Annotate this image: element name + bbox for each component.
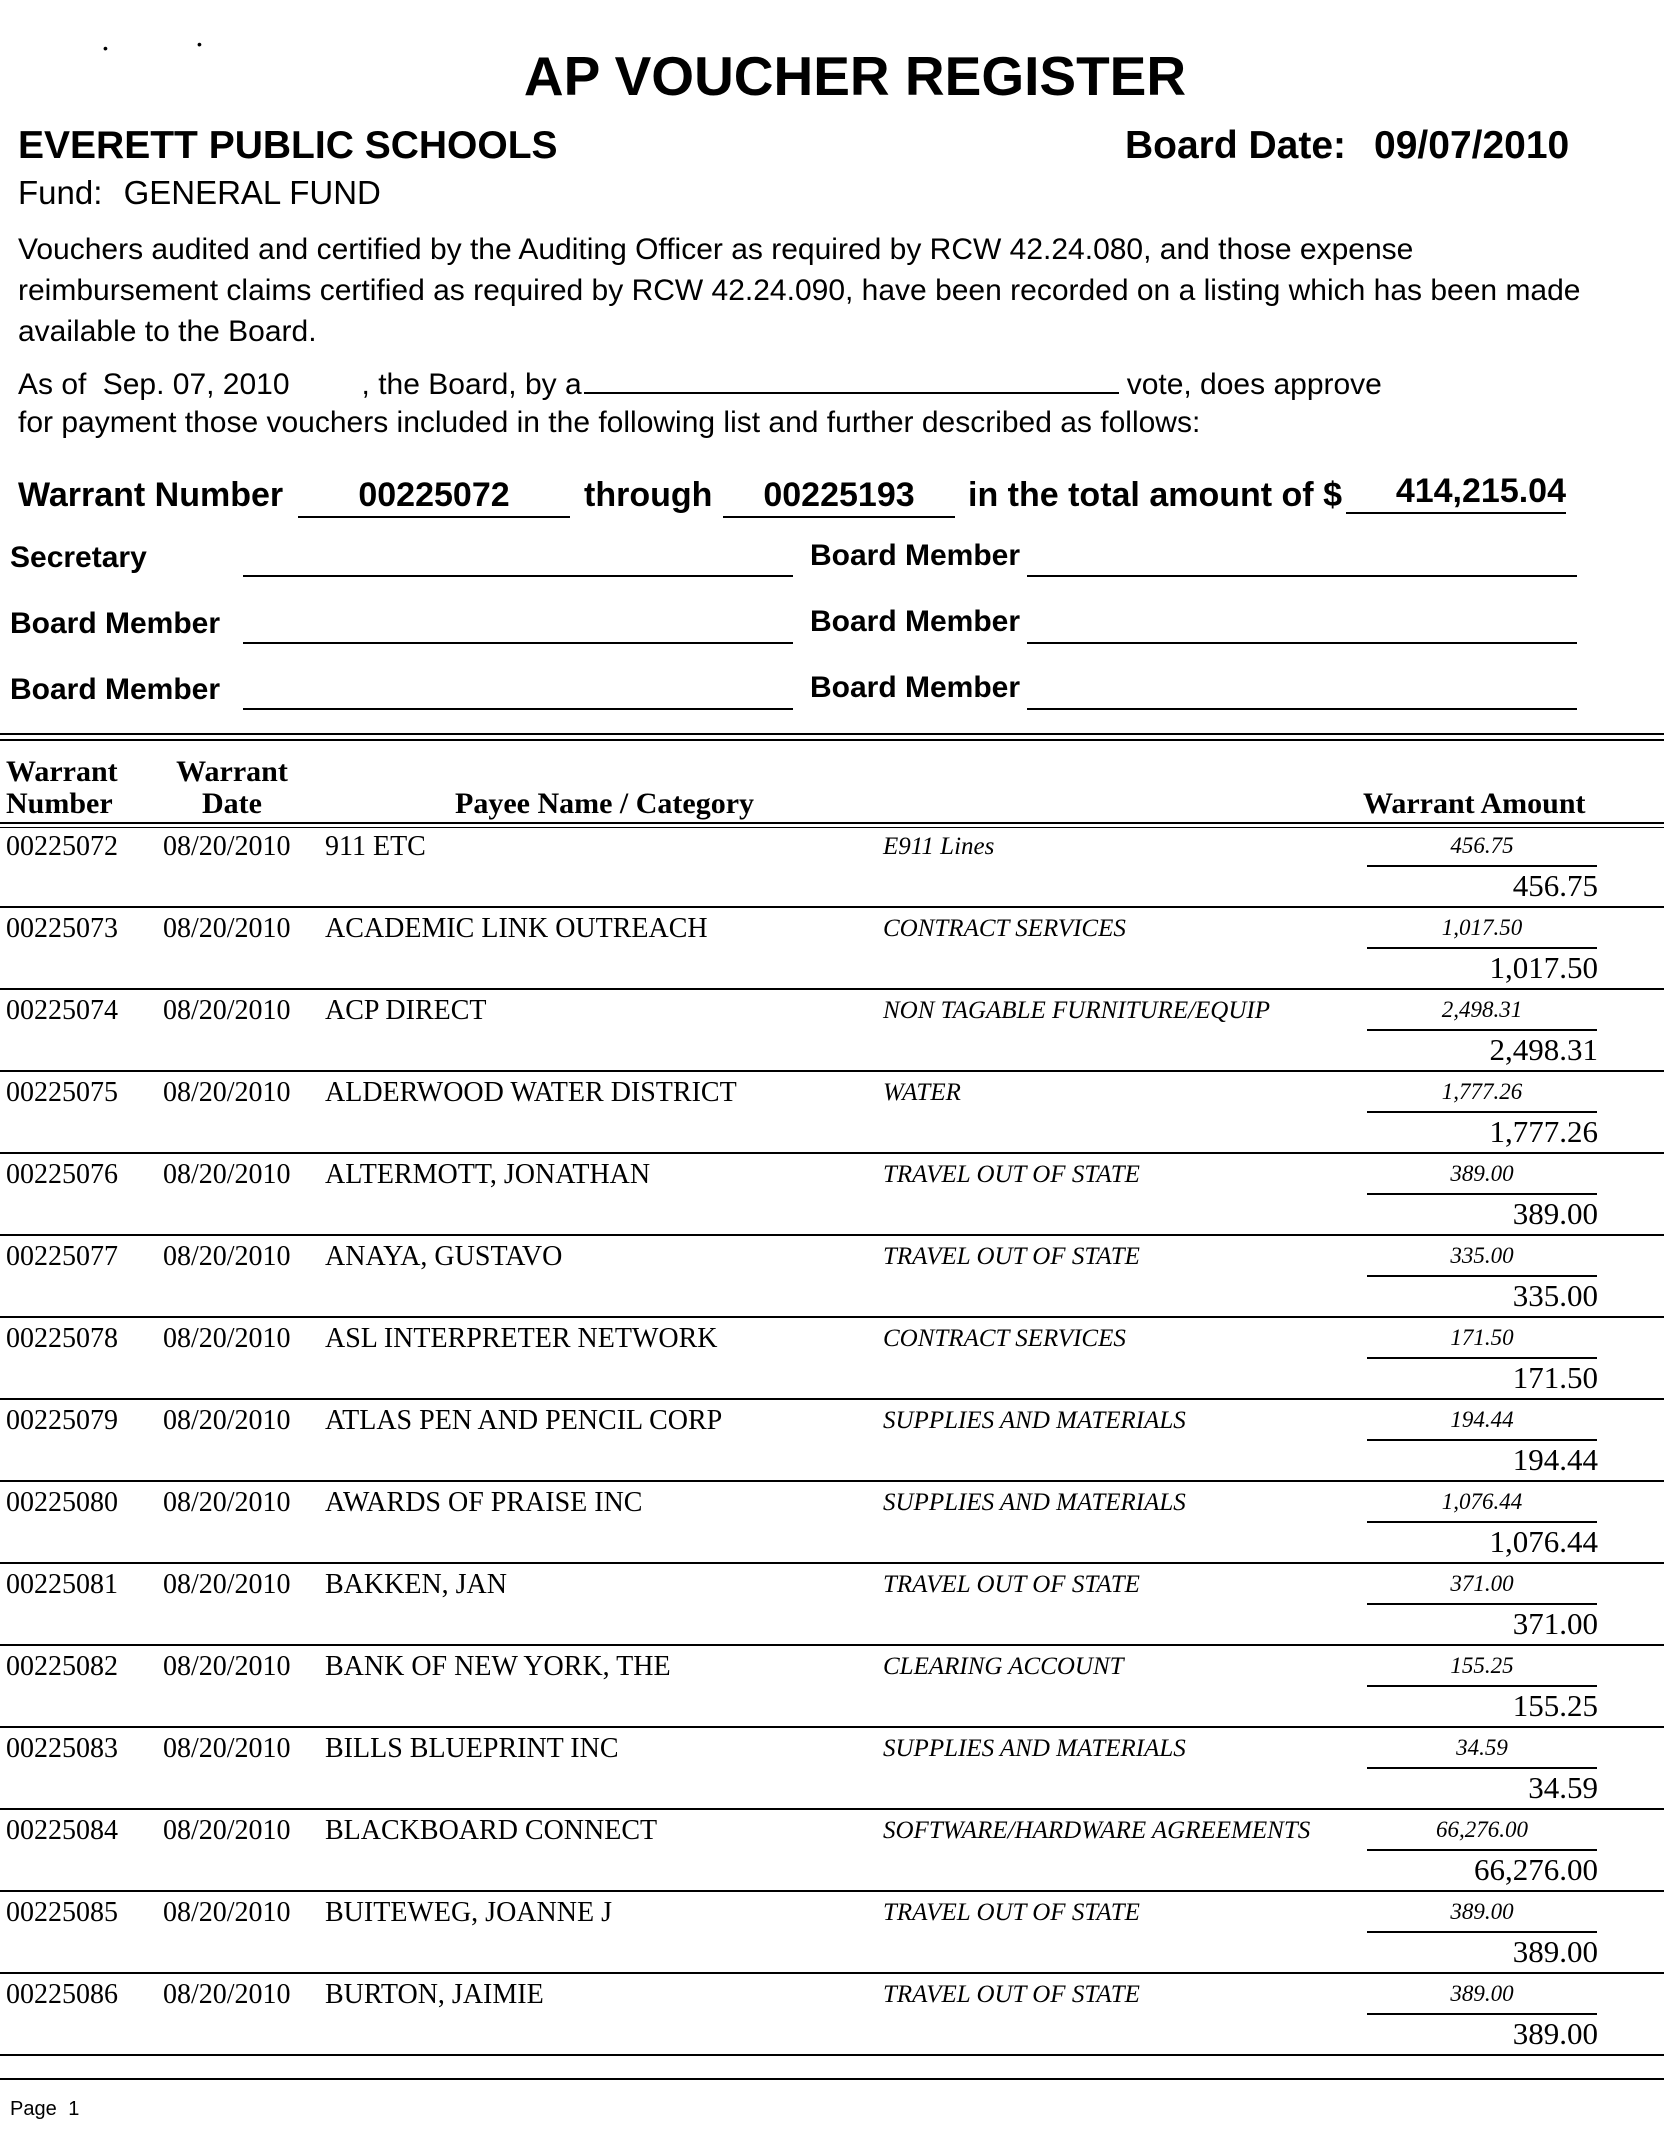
- payee-name-cell: 911 ETC: [325, 831, 426, 862]
- total-amount-label: in the total amount of $: [968, 476, 1342, 514]
- fund-line: [18, 174, 381, 212]
- board-member-signature-line[interactable]: [243, 640, 793, 644]
- table-row: [0, 1564, 1664, 1646]
- warrant-date-cell: 08/20/2010: [163, 831, 291, 862]
- payee-name-cell: ANAYA, GUSTAVO: [325, 1241, 563, 1272]
- warrant-amount-cell: 389.00: [1512, 1934, 1598, 1969]
- warrant-number-cell: 00225073: [6, 913, 118, 944]
- vote-text: vote, does approve: [1126, 368, 1382, 401]
- total-amount: 414,215.04: [1346, 472, 1566, 514]
- table-row: [0, 1318, 1664, 1400]
- warrant-date-cell: 08/20/2010: [163, 1323, 291, 1354]
- board-member-label: Board Member: [10, 673, 221, 706]
- category-cell: CLEARING ACCOUNT: [883, 1653, 1124, 1680]
- warrant-amount-cell: 1,777.26: [1489, 1114, 1598, 1149]
- warrant-amount-cell: 389.00: [1512, 1196, 1598, 1231]
- line-amount-cell: 155.25: [1367, 1653, 1597, 1687]
- fund-value: GENERAL FUND: [123, 174, 381, 211]
- board-member-label: Board Member: [810, 539, 1021, 572]
- table-row: [0, 1072, 1664, 1154]
- warrant-amount-cell: 2,498.31: [1489, 1032, 1598, 1067]
- category-cell: TRAVEL OUT OF STATE: [883, 1243, 1140, 1270]
- payee-name-cell: ACADEMIC LINK OUTREACH: [325, 913, 708, 944]
- fund-label: Fund:: [18, 174, 103, 211]
- warrant-number-cell: 00225076: [6, 1159, 118, 1190]
- secretary-label: Secretary: [10, 541, 147, 574]
- table-row: [0, 1974, 1664, 2056]
- col-header-payee: Payee Name / Category: [455, 787, 755, 820]
- payee-name-cell: BUITEWEG, JOANNE J: [325, 1897, 612, 1928]
- board-member-signature-line[interactable]: [1027, 706, 1577, 710]
- table-row: [0, 1482, 1664, 1564]
- warrant-number-cell: 00225082: [6, 1651, 118, 1682]
- category-cell: E911 Lines: [883, 833, 995, 860]
- line-amount-cell: 194.44: [1367, 1407, 1597, 1441]
- warrant-date-cell: 08/20/2010: [163, 1733, 291, 1764]
- warrant-number-cell: 00225081: [6, 1569, 118, 1600]
- payee-name-cell: BILLS BLUEPRINT INC: [325, 1733, 619, 1764]
- warrant-date-cell: 08/20/2010: [163, 1159, 291, 1190]
- category-cell: SOFTWARE/HARDWARE AGREEMENTS: [883, 1817, 1311, 1844]
- organization-name: EVERETT PUBLIC SCHOOLS: [18, 124, 558, 167]
- warrant-amount-cell: 66,276.00: [1474, 1852, 1598, 1887]
- table-row: [0, 1646, 1664, 1728]
- table-row: [0, 1154, 1664, 1236]
- line-amount-cell: 1,777.26: [1367, 1079, 1597, 1113]
- board-member-label: Board Member: [810, 671, 1021, 704]
- payee-name-cell: AWARDS OF PRAISE INC: [325, 1487, 643, 1518]
- warrant-date-cell: 08/20/2010: [163, 1569, 291, 1600]
- line-amount-cell: 335.00: [1367, 1243, 1597, 1277]
- payee-name-cell: ASL INTERPRETER NETWORK: [325, 1323, 718, 1354]
- approve-text: for payment those vouchers included in the following list and further described as follows:: [18, 406, 1201, 439]
- line-amount-cell: 171.50: [1367, 1325, 1597, 1359]
- through-label: through: [584, 476, 713, 514]
- warrant-date-cell: 08/20/2010: [163, 995, 291, 1026]
- page-number: Page 1: [10, 2098, 80, 2120]
- scan-speck: •: [197, 36, 202, 52]
- category-cell: NON TAGABLE FURNITURE/EQUIP: [883, 997, 1271, 1024]
- line-amount-cell: 1,076.44: [1367, 1489, 1597, 1523]
- board-member-signature-line[interactable]: [1027, 573, 1577, 577]
- category-cell: TRAVEL OUT OF STATE: [883, 1571, 1140, 1598]
- warrant-amount-cell: 371.00: [1512, 1606, 1598, 1641]
- board-member-signature-line[interactable]: [1027, 640, 1577, 644]
- line-amount-cell: 456.75: [1367, 833, 1597, 867]
- vote-type-blank[interactable]: [584, 366, 1119, 394]
- table-row: [0, 1892, 1664, 1974]
- col-header-amount: Warrant Amount: [1363, 787, 1586, 820]
- line-amount-cell: 371.00: [1367, 1571, 1597, 1605]
- warrant-number-cell: 00225078: [6, 1323, 118, 1354]
- warrant-number-cell: 00225075: [6, 1077, 118, 1108]
- table-row: [0, 826, 1664, 908]
- warrant-date-cell: 08/20/2010: [163, 1241, 291, 1272]
- warrant-amount-cell: 171.50: [1512, 1360, 1598, 1395]
- warrant-number-cell: 00225086: [6, 1979, 118, 2010]
- warrant-number-cell: 00225074: [6, 995, 118, 1026]
- board-by-a-text: , the Board, by a: [361, 368, 582, 401]
- warrant-number-cell: 00225077: [6, 1241, 118, 1272]
- category-cell: CONTRACT SERVICES: [883, 915, 1126, 942]
- table-row: [0, 1810, 1664, 1892]
- warrant-amount-cell: 335.00: [1512, 1278, 1598, 1313]
- as-of-label: As of: [18, 368, 87, 401]
- warrant-number-cell: 00225083: [6, 1733, 118, 1764]
- table-row: [0, 1236, 1664, 1318]
- board-member-signature-line[interactable]: [243, 706, 793, 710]
- category-cell: SUPPLIES AND MATERIALS: [883, 1489, 1186, 1516]
- col-header-warrant-number: Warrant Number: [6, 755, 118, 820]
- payee-name-cell: ACP DIRECT: [325, 995, 487, 1026]
- board-date-label: Board Date:: [1125, 124, 1347, 167]
- warrant-number-label: Warrant Number: [18, 476, 284, 514]
- warrant-to: 00225193: [723, 476, 955, 518]
- line-amount-cell: 66,276.00: [1367, 1817, 1597, 1851]
- table-end-rule: [0, 2078, 1664, 2080]
- warrant-date-cell: 08/20/2010: [163, 1979, 291, 2010]
- warrant-amount-cell: 194.44: [1512, 1442, 1598, 1477]
- as-of-line: [18, 366, 1382, 402]
- warrant-date-cell: 08/20/2010: [163, 1897, 291, 1928]
- warrant-amount-cell: 155.25: [1512, 1688, 1598, 1723]
- payee-name-cell: ALTERMOTT, JONATHAN: [325, 1159, 651, 1190]
- warrant-date-cell: 08/20/2010: [163, 1405, 291, 1436]
- table-row: [0, 990, 1664, 1072]
- line-amount-cell: 34.59: [1367, 1735, 1597, 1769]
- category-cell: WATER: [883, 1079, 961, 1106]
- warrant-amount-cell: 389.00: [1512, 2016, 1598, 2051]
- as-of-date: Sep. 07, 2010: [102, 368, 290, 401]
- warrant-from: 00225072: [298, 476, 570, 518]
- warrant-amount-cell: 34.59: [1528, 1770, 1598, 1805]
- payee-name-cell: BURTON, JAIMIE: [325, 1979, 544, 2010]
- line-amount-cell: 2,498.31: [1367, 997, 1597, 1031]
- line-amount-cell: 1,017.50: [1367, 915, 1597, 949]
- warrant-amount-cell: 1,076.44: [1489, 1524, 1598, 1559]
- warrant-date-cell: 08/20/2010: [163, 913, 291, 944]
- board-date: [1125, 124, 1569, 168]
- category-cell: TRAVEL OUT OF STATE: [883, 1981, 1140, 2008]
- payee-name-cell: ATLAS PEN AND PENCIL CORP: [325, 1405, 723, 1436]
- category-cell: SUPPLIES AND MATERIALS: [883, 1735, 1186, 1762]
- warrant-number-cell: 00225079: [6, 1405, 118, 1436]
- warrant-date-cell: 08/20/2010: [163, 1077, 291, 1108]
- category-cell: TRAVEL OUT OF STATE: [883, 1161, 1140, 1188]
- table-row: [0, 1400, 1664, 1482]
- warrant-amount-cell: 456.75: [1512, 868, 1598, 903]
- page-title: AP VOUCHER REGISTER: [523, 45, 1187, 107]
- line-amount-cell: 389.00: [1367, 1981, 1597, 2015]
- warrant-number-cell: 00225085: [6, 1897, 118, 1928]
- warrant-number-cell: 00225084: [6, 1815, 118, 1846]
- warrant-number-cell: 00225080: [6, 1487, 118, 1518]
- table-row: [0, 1728, 1664, 1810]
- payee-name-cell: ALDERWOOD WATER DISTRICT: [325, 1077, 737, 1108]
- board-date-value: 09/07/2010: [1374, 124, 1570, 167]
- col-header-warrant-date: Warrant Date: [176, 755, 288, 820]
- warrant-date-cell: 08/20/2010: [163, 1815, 291, 1846]
- payee-name-cell: BANK OF NEW YORK, THE: [325, 1651, 671, 1682]
- secretary-signature-line[interactable]: [243, 573, 793, 577]
- section-divider: [0, 733, 1664, 741]
- line-amount-cell: 389.00: [1367, 1899, 1597, 1933]
- category-cell: CONTRACT SERVICES: [883, 1325, 1126, 1352]
- category-cell: SUPPLIES AND MATERIALS: [883, 1407, 1186, 1434]
- board-member-label: Board Member: [810, 605, 1021, 638]
- warrant-number-cell: 00225072: [6, 831, 118, 862]
- warrant-amount-cell: 1,017.50: [1489, 950, 1598, 985]
- warrant-date-cell: 08/20/2010: [163, 1487, 291, 1518]
- category-cell: TRAVEL OUT OF STATE: [883, 1899, 1140, 1926]
- board-member-label: Board Member: [10, 607, 221, 640]
- payee-name-cell: BLACKBOARD CONNECT: [325, 1815, 658, 1846]
- line-amount-cell: 389.00: [1367, 1161, 1597, 1195]
- payee-name-cell: BAKKEN, JAN: [325, 1569, 507, 1600]
- warrant-date-cell: 08/20/2010: [163, 1651, 291, 1682]
- scan-speck: •: [103, 40, 108, 56]
- table-row: [0, 908, 1664, 990]
- certification-text: Vouchers audited and certified by the Auditing Officer as required by RCW 42.24.080, and those expense reimbursement claims certified as required by RCW 42.24.090, have been recorded on a listing which has been made available to the Board.: [18, 233, 1581, 348]
